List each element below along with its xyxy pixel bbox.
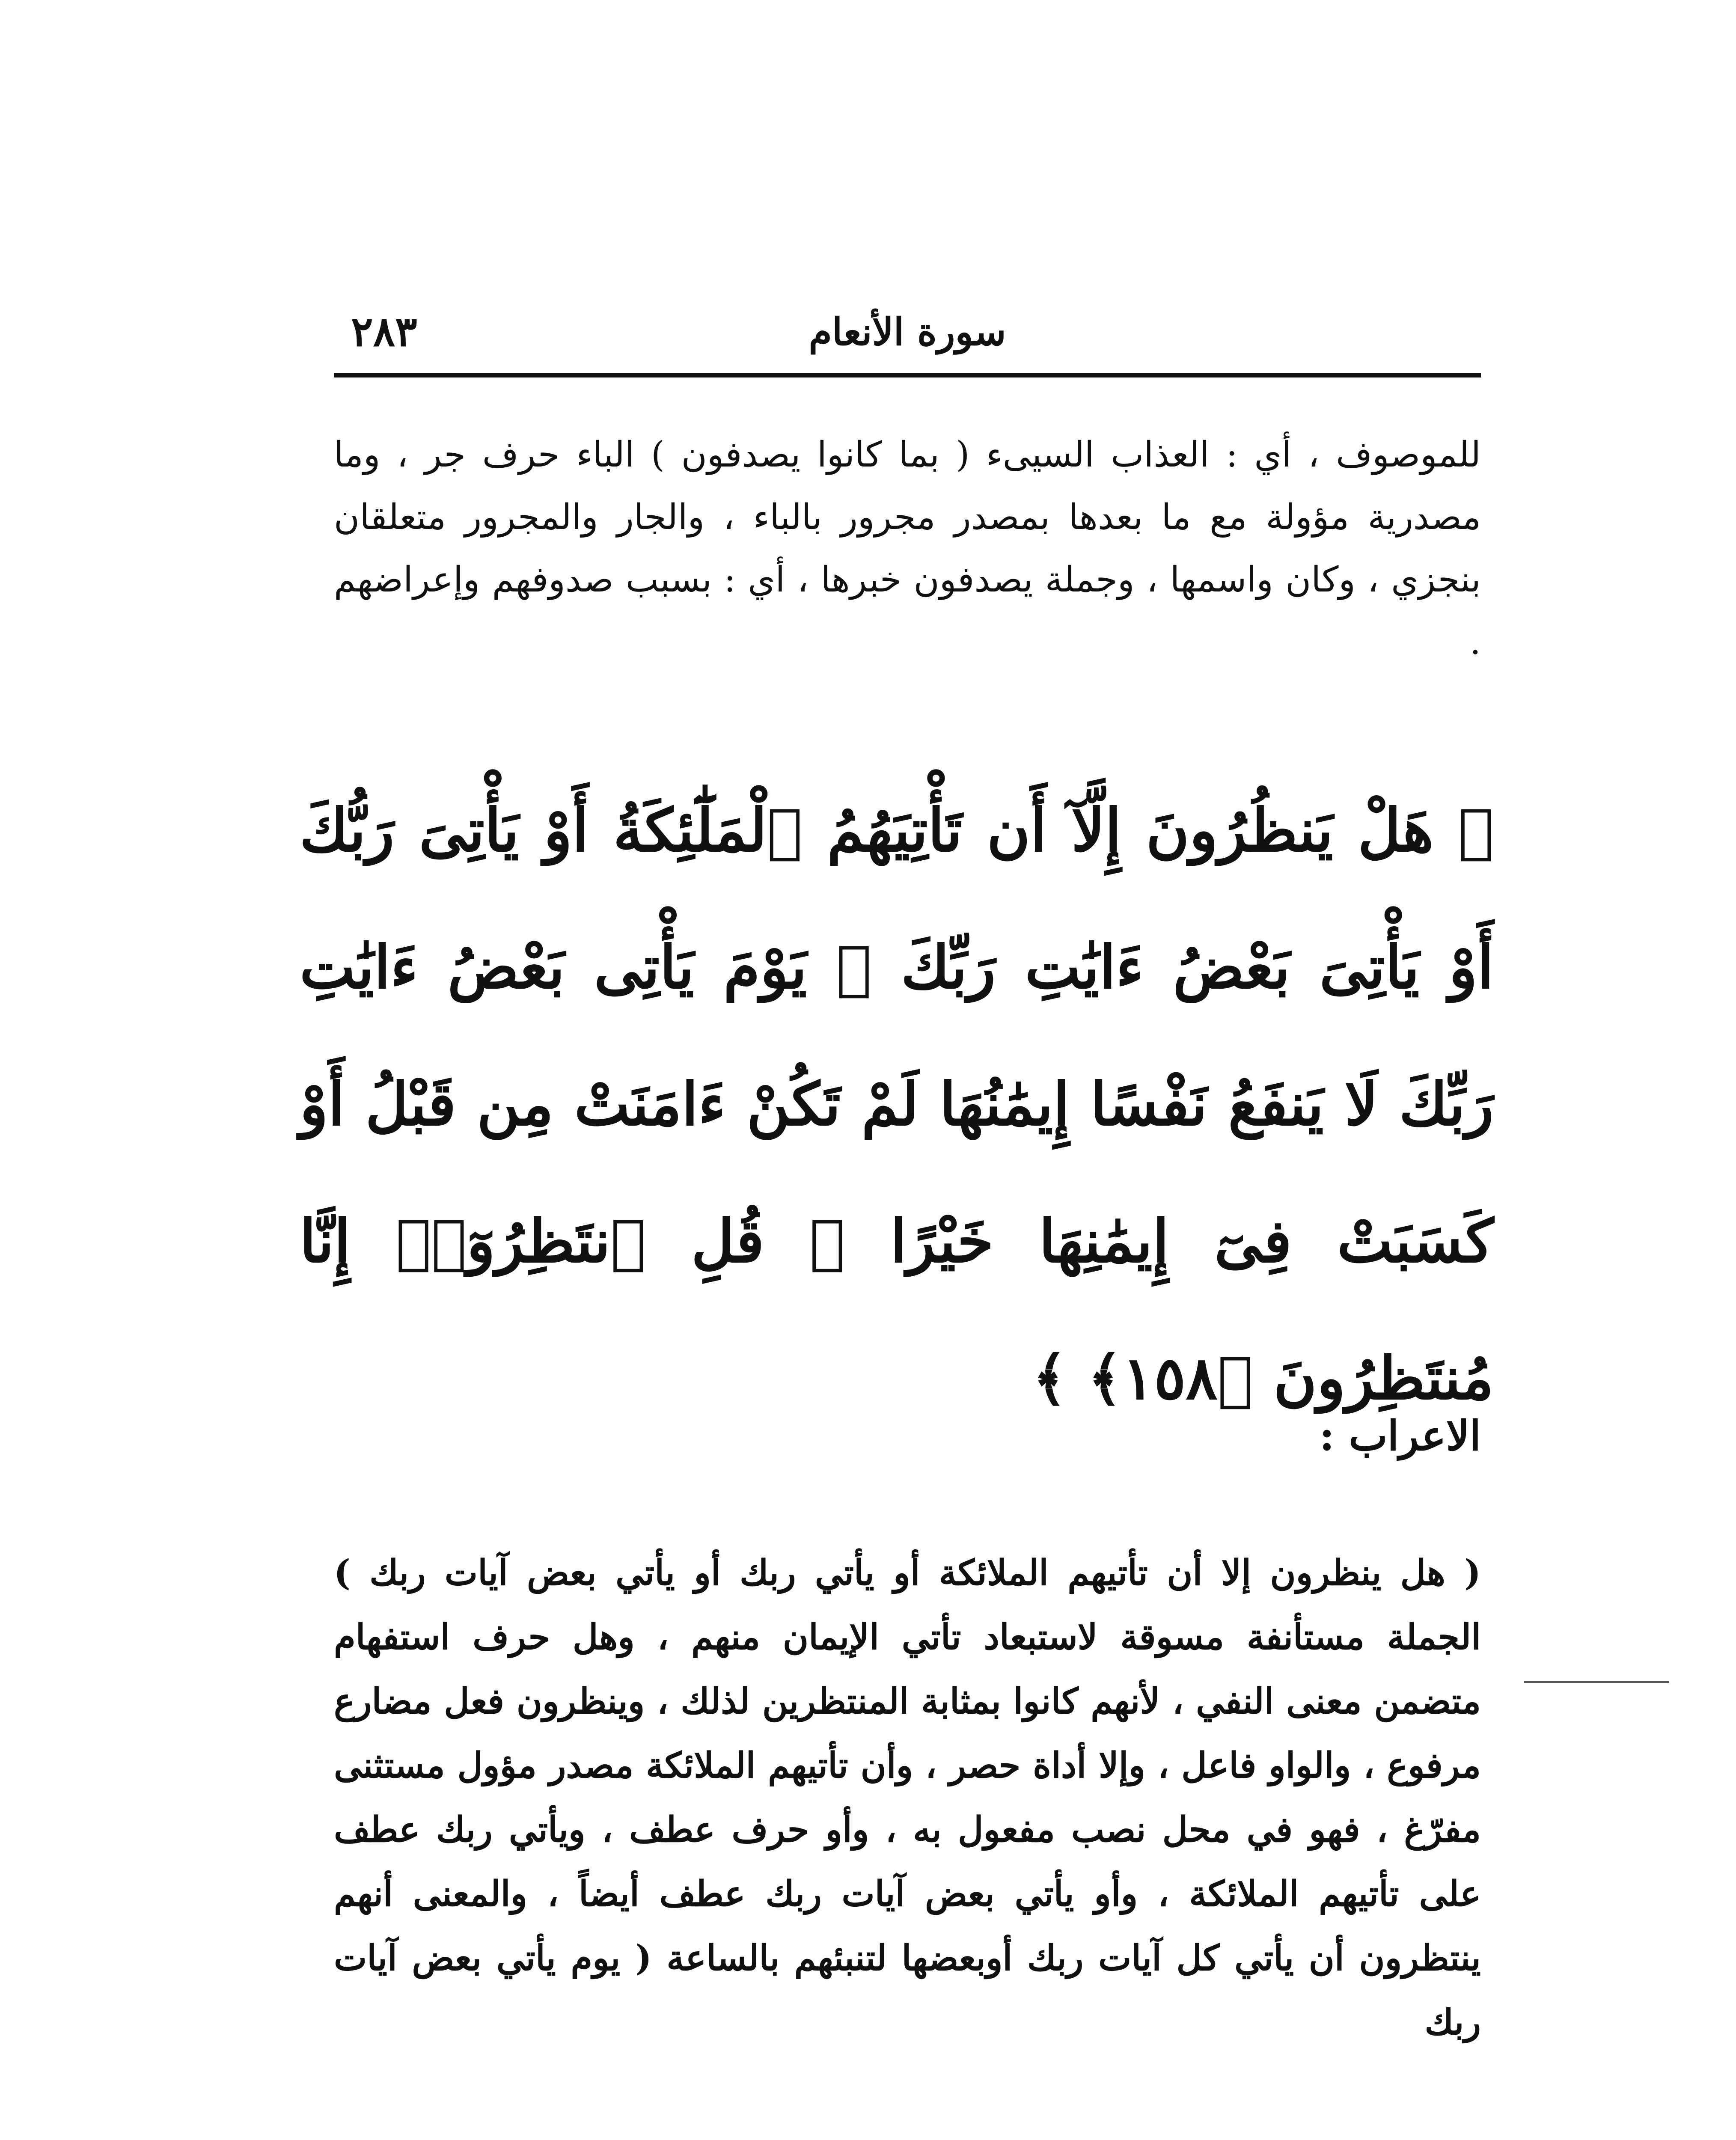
page-number: ٢٨٣: [351, 307, 417, 356]
irab-paragraph: ( هل ينظرون إلا أن تأتيهم الملائكة أو يأتي ربك أو يأتي بعض آيات ربك ) الجملة مستأنفة مسوقة لاستبعاد تأتي الإيمان منهم ، وهل حرف استفهام متضمن معنى النفي ، لأنهم كانوا بمثابة المنتظرين لذلك ، وينظرون فعل مضارع مرفوع ، والواو فاعل ، وإلا أداة حصر ، وأن تأتيهم الملائكة مصدر مؤول مستثنى مفرّغ ، فهو في محل نصب مفعول به ، وأو حرف عطف ، ويأتي ربك عطف على تأتيهم الملائكة ، وأو يأتي بعض آيات ربك عطف أيضاً ، والمعنى أنهم ينتظرون أن يأتي كل آيات ربك أوبعضها لتنبئهم بالساعة ( يوم يأتي بعض آيات ربك: [334, 1552, 1481, 2043]
quran-verse: ﴿ هَلْ يَنظُرُونَ إِلَّآ أَن تَأْتِيَهُمُ ٱلْمَلَٰٓئِكَةُ أَوْ يَأْتِىَ رَبُّكَ أَوْ يَأْتِىَ بَعْضُ ءَايَٰتِ رَبِّكَ ۗ يَوْمَ يَأْتِى بَعْضُ ءَايَٰتِ رَبِّكَ لَا يَنفَعُ نَفْسًا إِيمَٰنُهَا لَمْ تَكُنْ ءَامَنَتْ مِن قَبْلُ أَوْ كَسَبَتْ فِىٓ إِيمَٰنِهَا خَيْرًا ۗ قُلِ ٱنتَظِرُوٓا۟ إِنَّا مُنتَظِرُونَ ﴿١٥٨﴾ ﴾: [300, 795, 1494, 1413]
irab-heading: الاعراب :: [1319, 1412, 1481, 1460]
top-commentary-paragraph: للموصوف ، أي : العذاب السيىء ( بما كانوا يصدفون ) الباء حرف جر ، وما مصدرية مؤولة مع ما بعدها بمصدر مجرور بالباء ، والجار والمجرور متعلقان بنجزي ، وكان واسمها ، وجملة يصدفون خبرها ، أي : بسبب صدوفهم وإعراضهم .: [334, 434, 1481, 663]
header-divider: [334, 373, 1481, 377]
page-header: [334, 300, 1481, 364]
surah-title: سورة الأنعام: [809, 309, 1006, 354]
margin-line: [1524, 1681, 1669, 1683]
